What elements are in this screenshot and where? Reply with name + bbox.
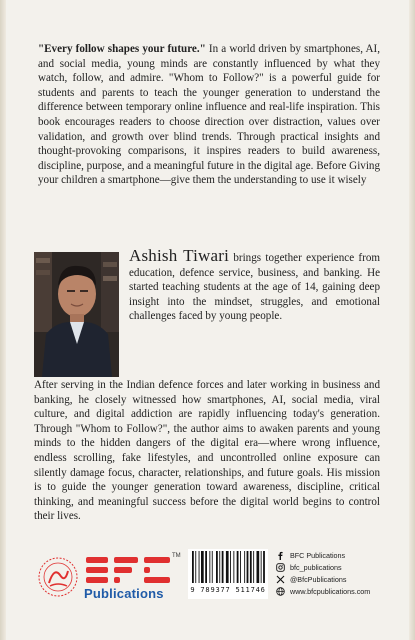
contact-x[interactable] <box>276 573 406 585</box>
contact-x-label: @BfcPublications <box>290 574 347 584</box>
publisher-contact-list <box>276 549 406 597</box>
trademark-mark: TM <box>172 553 181 559</box>
x-icon <box>276 575 285 584</box>
author-photo <box>34 252 119 377</box>
publisher-seal-logo <box>36 555 80 599</box>
contact-instagram-label: bfc_publications <box>290 562 342 572</box>
instagram-icon <box>276 563 285 572</box>
isbn-number: 9 789377 511746 <box>190 586 266 594</box>
cover-edge-right <box>409 0 415 640</box>
facebook-icon <box>276 551 285 560</box>
publisher-name: Publications <box>84 586 164 601</box>
author-bio-continued: After serving in the Indian defence forces and later working in business and banking, he closely witnessed how smartphones, AI, social media, viral culture, and digital addiction are rapidly influencing today's generation. Through "Whom to Follow?", the author aims to awaken parents and young minds to the hidden dangers of the digital era—where wrong influence, endless scrolling, fake lifestyles, and uncontrolled online exposure can silently damage focus, character, relationships, and future goals. His mission is to guide the younger generation toward awareness, discipline, critical thinking, and meaningful success before the digital world begins to control their lives. <box>34 379 380 523</box>
author-name: Ashish Tiwari <box>129 246 230 265</box>
contact-website[interactable] <box>276 585 406 597</box>
contact-website-label: www.bfcpublications.com <box>290 586 371 596</box>
globe-icon <box>276 587 285 596</box>
contact-facebook[interactable] <box>276 549 406 561</box>
contact-facebook-label: BFC Publications <box>290 550 346 560</box>
blurb-text: In a world driven by smartphones, AI, and social media, young minds are constantly influenced by what they watch, follow, and admire. "Whom to Follow?" is a powerful guide for students and parents to teach the younger generation to understand the difference between temporary online influence and real-life inspiration. This book encourages readers to choose direction over distraction, values over validation, and growth over blind trends. Through practical insights and thought-provoking comparisons, it inspires readers to build awareness, discipline, purpose, and a meaningful future in the digital age. Before Giving your children a smartphone—give them the understanding to use it wisely <box>38 43 380 187</box>
contact-instagram[interactable] <box>276 561 406 573</box>
author-bio-intro <box>129 246 380 324</box>
blurb-tagline: "Every follow shapes your future." <box>38 43 206 55</box>
back-cover-blurb <box>38 42 380 188</box>
barcode-bars <box>188 549 268 585</box>
author-portrait-image <box>34 252 119 377</box>
author-bio-lead-text: brings together experience from education, defence service, business, and banking. He started teaching students at the age of 14, gaining deep insight into the mindset, struggles, and emotional challenges faced by young people. <box>129 252 380 323</box>
cover-edge-left <box>0 0 6 640</box>
